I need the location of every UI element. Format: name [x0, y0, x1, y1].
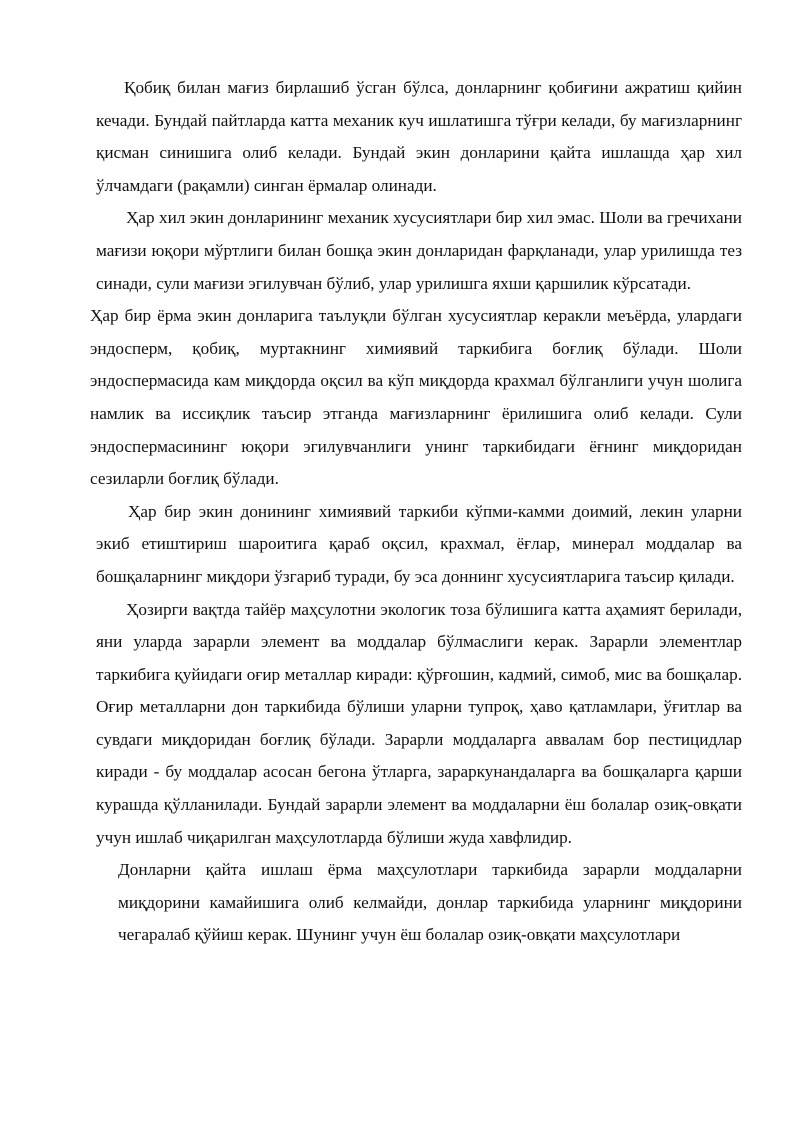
paragraph-growing-conditions: Ҳар бир экин донининг химиявий таркиби кўпми-камми доимий, лекин уларни экиб етиштириш шароитига қараб оқсил, крахмал, ёғлар, минерал моддалар ва бошқаларнинг миқдори ўзгариб туради, бу эса доннинг хусусиятларига таъсир қилади. [96, 501, 742, 586]
paragraph-mechanical-properties: Ҳар хил экин донларининг механик хусусиятлари бир хил эмас. Шоли ва гречихани мағизи юқори мўртлиги билан бошқа экин донларидан фарқланади, улар урилишда тез синади, сули мағизи эгилувчан бўлиб, улар урилишга яхши қаршилик кўрсатади. [96, 208, 742, 293]
paragraph-chemical-composition: Ҳар бир ёрма экин донларига таълуқли бўлган хусусиятлар керакли меъёрда, улардаги эндосперм, қобиқ, муртакнинг химиявий таркибига боғлиқ бўлади. Шоли эндоспермасида кам миқдорда оқсил ва кўп миқдорда крахмал бўлганлиги учун шолига намлик ва иссиқлик таъсир этганда мағизларнинг ёрилишига олиб келади. Сули эндоспермасининг юқори эгилувчанлиги унинг таркибидаги ёғнинг миқдоридан сезиларли боғлиқ бўлади. [90, 306, 742, 489]
paragraph-processing-harmful-substances: Донларни қайта ишлаш ёрма маҳсулотлари таркибида зарарли моддаларни миқдорини камайишига олиб келмайди, донлар таркибида уларнинг миқдорини чегаралаб қўйиш керак. Шунинг учун ёш болалар озиқ-овқати маҳсулотлари [118, 860, 742, 945]
paragraph-ecological-purity: Ҳозирги вақтда тайёр маҳсулотни экологик тоза бўлишига катта аҳамият берилади, яни уларда зарарли элемент ва моддалар бўлмаслиги керак. Зарарли элементлар таркибига қуйидаги оғир металлар киради: қўрғошин, кадмий, симоб, мис ва бошқалар. Оғир металларни дон таркибида бўлиши уларни тупроқ, ҳаво қатламлари, ўғитлар ва сувдаги миқдоридан боғлиқ бўлади. Зарарли моддаларга аввалам бор пестицидлар киради - бу моддалар асосан бегона ўтларга, зараркунандаларга ва бошқаларга қарши курашда қўлланилади. Бундай зарарли элемент ва моддаларни ёш болалар озиқ-овқати учун ишлаб чиқарилган маҳсулотларда бўлиши жуда хавфлидир. [96, 599, 742, 847]
document-page [90, 72, 742, 952]
paragraph-husk-separation: Қобиқ билан мағиз бирлашиб ўсган бўлса, донларнинг қобиғини ажратиш қийин кечади. Бундай пайтларда катта механик куч ишлатишга тўғри келади, бу мағизларнинг қисман синишига олиб келади. Бундай экин донларини қайта ишлашда ҳар хил ўлчамдаги (рақамли) синган ёрмалар олинади. [96, 78, 742, 195]
